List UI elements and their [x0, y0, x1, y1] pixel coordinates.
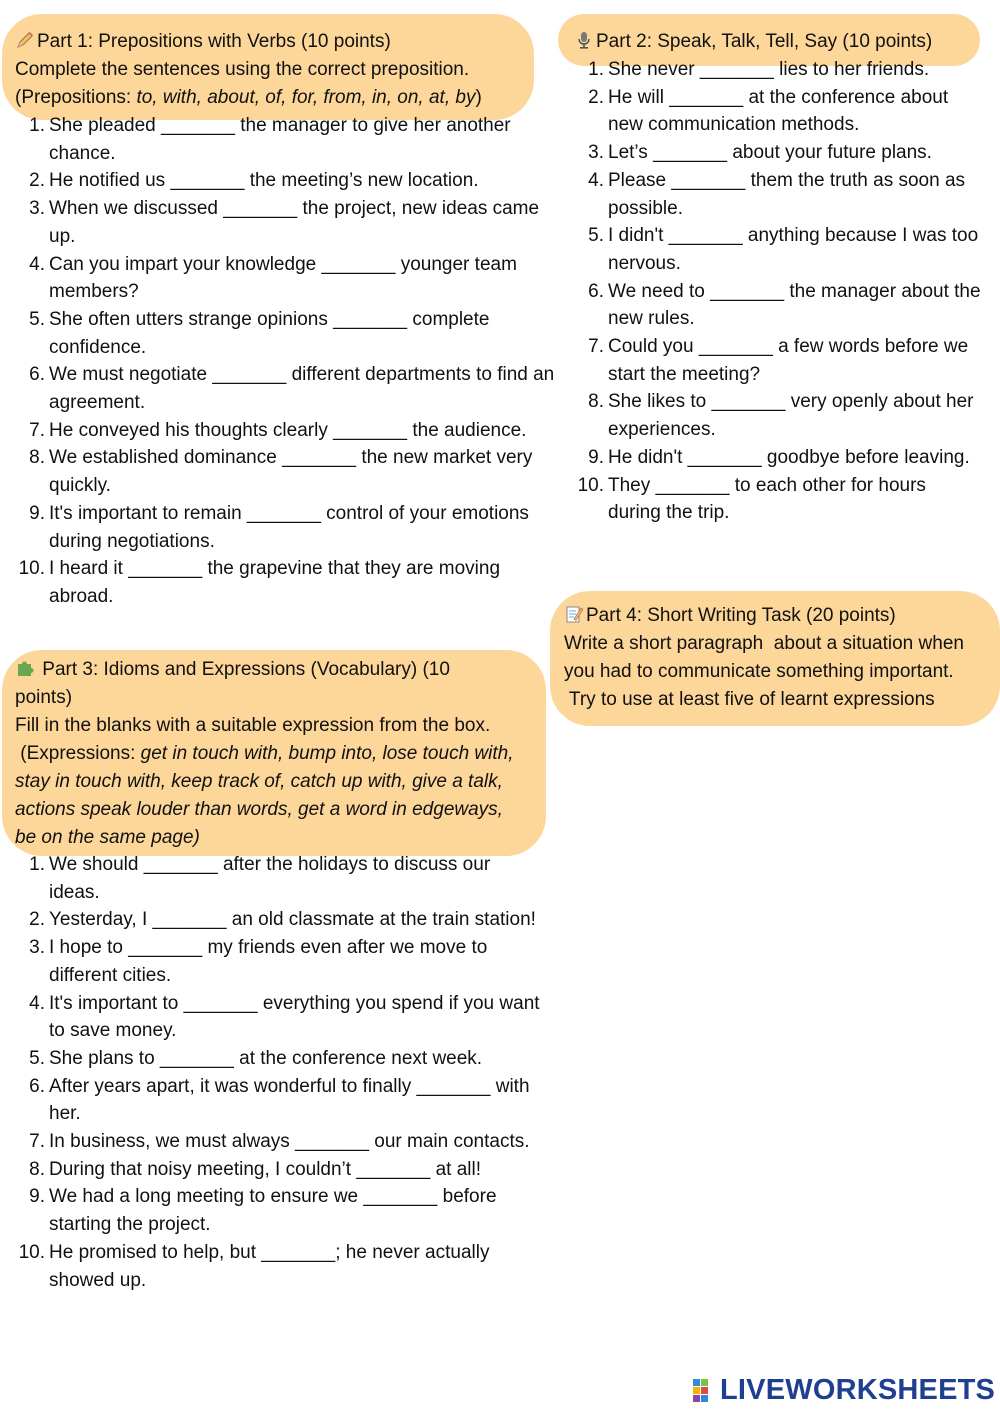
part3-expr-line1: get in touch with, bump into, lose touch with,	[140, 743, 514, 764]
list-item-text: She likes to _______ very openly about her experiences.	[608, 391, 974, 441]
part4-line3: Try to use at least five of learnt expressions	[564, 689, 935, 710]
item-number: 9.	[29, 1186, 45, 1208]
item-number: 5.	[588, 225, 604, 247]
list-item	[574, 84, 984, 139]
item-number: 8.	[588, 391, 604, 413]
list-item	[15, 361, 555, 416]
list-item-text: During that noisy meeting, I couldn’t _______ at all!	[49, 1158, 481, 1180]
item-number: 4.	[588, 169, 604, 191]
list-item	[15, 1073, 545, 1128]
liveworksheets-logo-icon	[692, 1377, 718, 1403]
list-item	[15, 906, 545, 934]
part4-title: Part 4: Short Writing Task (20 points)	[586, 605, 896, 626]
item-number: 10.	[18, 1241, 45, 1263]
item-number: 5.	[29, 308, 45, 330]
item-number: 10.	[577, 474, 604, 496]
list-item	[574, 56, 984, 84]
list-item	[15, 1128, 545, 1156]
list-item	[15, 934, 545, 989]
item-number: 9.	[588, 446, 604, 468]
item-number: 8.	[29, 1158, 45, 1180]
item-number: 6.	[29, 1075, 45, 1097]
part2-title: Part 2: Speak, Talk, Tell, Say (10 points)	[596, 31, 933, 52]
part4-line2: you had to communicate something important.	[564, 661, 954, 682]
puzzle-icon	[15, 658, 35, 678]
part1-prepositions	[15, 84, 545, 112]
part4-title-line	[564, 602, 998, 630]
item-number: 3.	[29, 937, 45, 959]
list-item-text: Yesterday, I _______ an old classmate at the train station!	[49, 909, 536, 931]
list-item-text: It's important to _______ everything you spend if you want to save money.	[49, 992, 540, 1042]
list-item	[15, 851, 545, 906]
part3-expressions-line2: stay in touch with, keep track of, catch up with, give a talk,	[15, 771, 503, 792]
list-item-text: I hope to _______ my friends even after we move to different cities.	[49, 937, 488, 986]
item-number: 2.	[29, 909, 45, 931]
part3-instruction: Fill in the blanks with a suitable expression from the box.	[15, 715, 491, 736]
list-item	[574, 388, 984, 443]
part1-header	[15, 28, 545, 112]
part4-line1: Write a short paragraph about a situation when	[564, 633, 964, 654]
item-number: 6.	[588, 280, 604, 302]
list-item-text: He conveyed his thoughts clearly _______ the audience.	[49, 419, 527, 441]
part3-expressions-line4: be on the same page)	[15, 827, 200, 848]
list-item-text: She plans to _______ at the conference next week.	[49, 1047, 483, 1069]
part1-title: Part 1: Prepositions with Verbs (10 points)	[37, 31, 391, 52]
list-item-text: He notified us _______ the meeting’s new location.	[49, 170, 479, 192]
part4-header	[564, 602, 998, 714]
item-number: 3.	[588, 142, 604, 164]
item-number: 1.	[588, 59, 604, 80]
list-item-text: I didn't _______ anything because I was too nervous.	[608, 225, 979, 274]
part3-title: Part 3: Idioms and Expressions (Vocabulary) (10	[42, 659, 450, 680]
list-item	[15, 1239, 545, 1294]
list-item-text: Could you _______ a few words before we start the meeting?	[608, 336, 969, 385]
item-number: 3.	[29, 198, 45, 220]
list-item-text: Let’s _______ about your future plans.	[608, 142, 932, 164]
memo-icon	[564, 604, 584, 624]
list-item	[15, 195, 555, 250]
list-item-text: She never _______ lies to her friends.	[608, 59, 930, 80]
list-item-text: We had a long meeting to ensure we _______ before starting the project.	[49, 1186, 497, 1236]
list-item-text: We must negotiate _______ different departments to find an agreement.	[49, 364, 555, 414]
list-item	[15, 306, 555, 361]
item-number: 5.	[29, 1047, 45, 1069]
list-item-text: He promised to help, but _______; he never actually showed up.	[49, 1241, 490, 1291]
item-number: 8.	[29, 447, 45, 469]
item-number: 1.	[29, 115, 45, 136]
part3-header	[15, 656, 555, 852]
part1-instruction: Complete the sentences using the correct preposition.	[15, 59, 470, 80]
list-item-text: It's important to remain _______ control of your emotions during negotiations.	[49, 502, 529, 552]
part3-expr-prefix: (Expressions:	[15, 743, 141, 764]
list-item-text: Please _______ them the truth as soon as possible.	[608, 169, 966, 219]
list-item	[574, 167, 984, 222]
list-item	[15, 500, 555, 555]
list-item-text: She pleaded _______ the manager to give her another chance.	[49, 115, 511, 164]
list-item	[574, 139, 984, 167]
list-item	[15, 1183, 545, 1238]
list-item	[15, 990, 545, 1045]
microphone-icon	[574, 30, 594, 50]
list-item	[574, 333, 984, 388]
list-item	[574, 444, 984, 472]
item-number: 1.	[29, 854, 45, 875]
list-item	[15, 251, 555, 306]
part3-list	[15, 851, 545, 1294]
list-item-text: He didn't _______ goodbye before leaving.	[608, 446, 970, 468]
list-item-text: I heard it _______ the grapevine that they are moving abroad.	[49, 558, 501, 607]
part3-title-line2: points)	[15, 687, 73, 708]
item-number: 2.	[588, 86, 604, 108]
pencil-icon	[15, 30, 35, 50]
part1-title-line	[15, 28, 545, 56]
item-number: 4.	[29, 992, 45, 1014]
item-number: 4.	[29, 253, 45, 275]
item-number: 7.	[29, 1131, 45, 1153]
item-number: 2.	[29, 170, 45, 192]
logo-text: LIVEWORKSHEETS	[720, 1373, 996, 1406]
list-item	[15, 555, 555, 610]
item-number: 10.	[18, 558, 45, 580]
list-item	[15, 417, 555, 445]
list-item	[574, 472, 984, 527]
list-item-text: When we discussed _______ the project, new ideas came up.	[49, 198, 540, 247]
list-item-text: We should _______ after the holidays to discuss our ideas.	[49, 854, 491, 903]
part1-list	[15, 112, 555, 611]
part3-title-line1	[15, 656, 555, 684]
part2-title-line	[574, 28, 984, 56]
part1-prep-list: to, with, about, of, for, from, in, on, at, by	[136, 87, 476, 108]
item-number: 7.	[588, 336, 604, 358]
list-item	[15, 1045, 545, 1073]
item-number: 6.	[29, 364, 45, 386]
part1-prep-suffix: )	[475, 87, 482, 108]
item-number: 7.	[29, 419, 45, 441]
part2-header	[574, 28, 984, 56]
list-item-text: We need to _______ the manager about the new rules.	[608, 280, 981, 330]
list-item-text: We established dominance _______ the new market very quickly.	[49, 447, 533, 497]
list-item	[15, 112, 555, 167]
part3-expressions-line3: actions speak louder than words, get a word in edgeways,	[15, 799, 503, 820]
list-item-text: They _______ to each other for hours during the trip.	[608, 474, 926, 524]
list-item-text: She often utters strange opinions _______ complete confidence.	[49, 308, 490, 358]
list-item	[574, 278, 984, 333]
list-item-text: Can you impart your knowledge _______ younger team members?	[49, 253, 517, 303]
list-item	[15, 1156, 545, 1184]
list-item-text: After years apart, it was wonderful to finally _______ with her.	[49, 1075, 530, 1125]
liveworksheets-logo[interactable]	[692, 1373, 995, 1407]
item-number: 9.	[29, 502, 45, 524]
list-item	[15, 444, 555, 499]
part3-expressions-line1	[15, 740, 555, 768]
part2-list	[574, 56, 984, 527]
list-item	[574, 222, 984, 277]
part1-prep-prefix: (Prepositions:	[15, 87, 137, 108]
list-item-text: He will _______ at the conference about new communication methods.	[608, 86, 949, 136]
list-item-text: In business, we must always _______ our main contacts.	[49, 1131, 530, 1153]
list-item	[15, 167, 555, 195]
